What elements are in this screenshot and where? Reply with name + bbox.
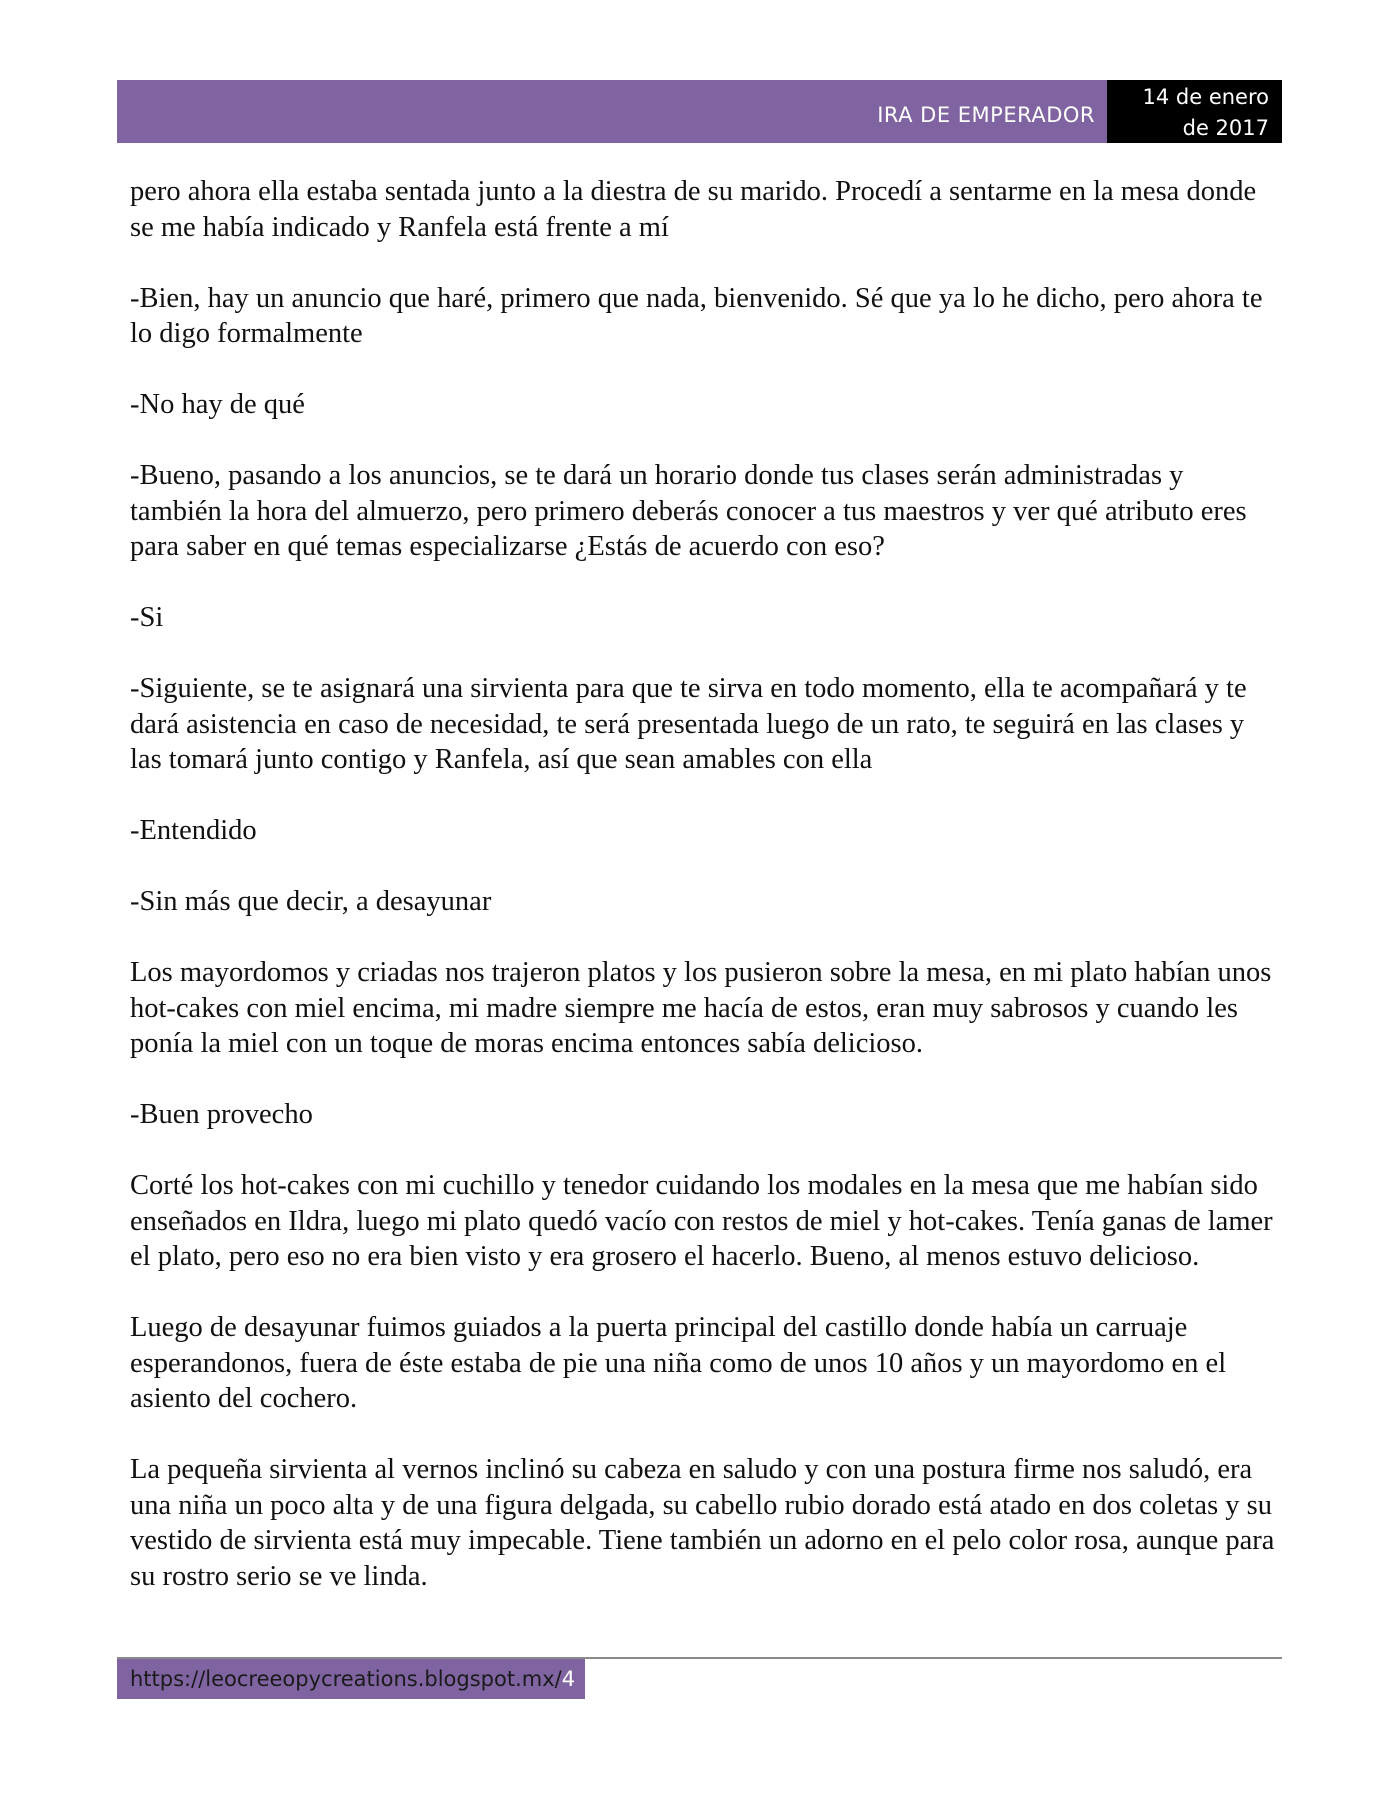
- header-title-box: [117, 80, 1107, 143]
- page-body: [130, 174, 1280, 1630]
- paragraph: -Bueno, pasando a los anuncios, se te dará un horario donde tus clases serán administradas y también la hora del almuerzo, pero primero deberás conocer a tus maestros y ver qué atributo eres para saber en qué temas especializarse ¿Estás de acuerdo con eso?: [130, 460, 1247, 562]
- paragraph: Corté los hot-cakes con mi cuchillo y tenedor cuidando los modales en la mesa que me habían sido enseñados en Ildra, luego mi plato quedó vacío con restos de miel y hot-cakes. Tenía ganas de lamer el plato, pero eso no era bien visto y era grosero el hacerlo. Bueno, al menos estuvo delicioso.: [130, 1170, 1273, 1272]
- page-number: 4: [561, 1667, 576, 1691]
- paragraph: -Siguiente, se te asignará una sirvienta para que te sirva en todo momento, ella te acompañará y te dará asistencia en caso de necesidad, te será presentada luego de un rato, te seguirá en las clases y las tomará junto contigo y Ranfela, así que sean amables con ella: [130, 673, 1247, 775]
- paragraph: -Si: [130, 602, 164, 633]
- paragraph: Los mayordomos y criadas nos trajeron platos y los pusieron sobre la mesa, en mi plato habían unos hot-cakes con miel encima, mi madre siempre me hacía de estos, eran muy sabrosos y cuando les ponía la miel con un toque de moras encima entonces sabía delicioso.: [130, 957, 1272, 1059]
- date-line-1: 14 de enero: [1142, 85, 1269, 109]
- paragraph: -No hay de qué: [130, 389, 305, 420]
- paragraph: -Sin más que decir, a desayunar: [130, 886, 492, 917]
- paragraph: -Buen provecho: [130, 1099, 313, 1130]
- document-title: IRA DE EMPERADOR: [877, 103, 1095, 127]
- page-header: [117, 80, 1282, 143]
- header-date: [1107, 80, 1282, 143]
- page-footer: [117, 1659, 585, 1699]
- paragraph: -Bien, hay un anuncio que haré, primero que nada, bienvenido. Sé que ya lo he dicho, pero ahora te lo digo formalmente: [130, 282, 1263, 349]
- footer-url-link[interactable]: https://leocreeopycreations.blogspot.mx/: [130, 1667, 562, 1691]
- date-line-2: de 2017: [1182, 116, 1269, 140]
- paragraph: -Entendido: [130, 815, 257, 846]
- paragraph: La pequeña sirvienta al vernos inclinó su cabeza en saludo y con una postura firme nos saludó, era una niña un poco alta y de una figura delgada, su cabello rubio dorado está atado en dos coletas y su vestido de sirvienta está muy impecable. Tiene también un adorno en el pelo color rosa, aunque para su rostro serio se ve linda.: [130, 1454, 1275, 1592]
- paragraph: pero ahora ella estaba sentada junto a la diestra de su marido. Procedí a sentarme en la mesa donde se me había indicado y Ranfela está frente a mí: [130, 176, 1257, 243]
- paragraph: Luego de desayunar fuimos guiados a la puerta principal del castillo donde había un carruaje esperandonos, fuera de éste estaba de pie una niña como de unos 10 años y un mayordomo en el asiento del cochero.: [130, 1312, 1227, 1414]
